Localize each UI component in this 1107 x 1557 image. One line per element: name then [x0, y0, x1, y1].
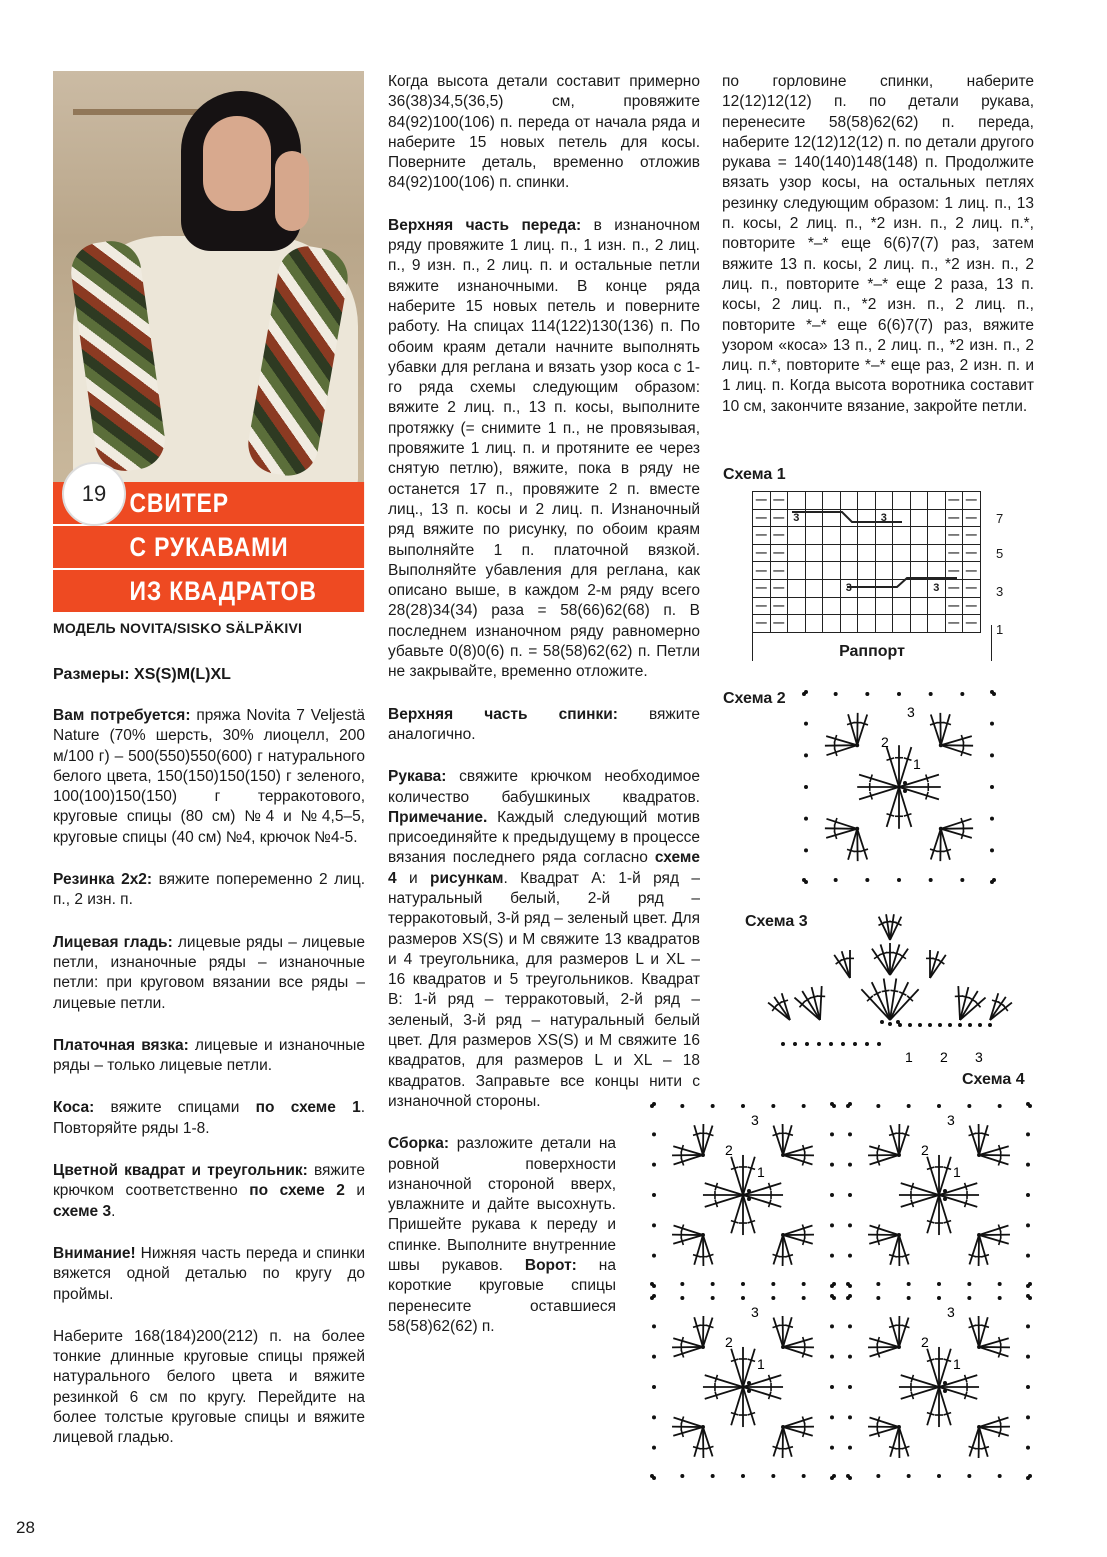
page-number: 28 — [16, 1518, 35, 1537]
svg-text:2: 2 — [921, 1334, 929, 1350]
scheme-1-row-5: 5 — [996, 546, 1004, 561]
paragraph-materials: Вам потребуется: пряжа Novita 7 Veljestä Nature (70% шерсть, 30% лиоцелл, 200 м/100 г) – 500(550)550(600) г натурального белого цвета, 150(150)150(150) г зеленого, 100(100)150(150) г терракотового, круговые спицы (80 см) №4 и №4,5–5, круговые спицы (40 см) №4, крючок №4-5. — [53, 707, 365, 846]
title-line-2: С РУКАВАМИ — [53, 526, 364, 568]
scheme-2-title: Схема 2 — [723, 690, 786, 707]
svg-text:2: 2 — [881, 734, 889, 750]
paragraph-garter: Платочная вязка: лицевые и изнаночные ряды – только лицевые петли. — [53, 1036, 365, 1075]
title-line-1: СВИТЕР — [53, 482, 364, 524]
svg-text:1: 1 — [953, 1356, 961, 1372]
svg-text:3: 3 — [947, 1304, 955, 1320]
paragraph-body-height: Когда высота детали составит примерно 36(38)34,5(36,5) см, провяжите 84(92)100(106) п. переда от начала ряда и наберите 15 новых петель для косы. Поверните деталь, временно отложив 84(92)100(106) п. спинки. — [388, 73, 700, 192]
paragraph-sleeves: Рукава: свяжите крючком необходимое количество бабушкиных квадратов. Примечание. Каждый следующий мотив присоединяйте к предыдущему в процессе вязания последнего ряда согласно схеме 4 и рисункам. Квадрат А: 1-й ряд – натуральный белый, 2-й ряд – терракотовый, 3-й ряд – зеленый цвет. Для размеров XS(S) и M свяжите 13 квадратов и 4 треугольника, для размеров L и XL – 16 квадратов и 5 треугольников. Квадрат В: 1-й ряд – терракотовый, 2-й ряд – зеленый, 3-й ряд – натуральный белый цвет. Для размеров XS(S) и M свяжите 16 квадратов, для размеров L и XL – 18 квадратов. Заправьте все концы нити с изнаночной стороны. — [388, 768, 700, 1110]
svg-text:2: 2 — [940, 1049, 948, 1065]
paragraph-attention: Внимание! Нижняя часть переда и спинки вяжется одной деталью по кругу до проймы. — [53, 1244, 365, 1303]
svg-text:2: 2 — [725, 1334, 733, 1350]
photo-hand — [275, 151, 309, 231]
paragraph-assembly: Сборка: разложите детали на ровной поверхности изнаночной стороной вверх, увлажните и дайте высохнуть. Пришейте рукава к переду и спинке. Выполните внутренние швы рукавов. Ворот: на короткие круговые спицы перенесите оставшиеся 58(58)62(62) п. — [388, 1135, 616, 1335]
paragraph-cast-on: Наберите 168(184)200(212) п. на более тонкие длинные круговые спицы пряжей натурального белого цвета и вяжите резинкой 6 см по кругу. Перейдите на более толстые круговые спицы и вяжите лицевой гладью. — [53, 1327, 365, 1447]
svg-text:1: 1 — [905, 1049, 913, 1065]
svg-text:1: 1 — [953, 1164, 961, 1180]
model-photo — [53, 71, 364, 489]
scheme-1-row-7: 7 — [996, 511, 1004, 526]
svg-text:1: 1 — [757, 1356, 765, 1372]
paragraph-square: Цветной квадрат и треугольник: вяжите крючком соответственно по схеме 2 и схеме 3. — [53, 1162, 366, 1220]
scheme-4-title: Схема 4 — [962, 1071, 1025, 1088]
text-column-3 — [722, 72, 1034, 439]
sizes-heading: Размеры: XS(S)M(L)XL — [53, 666, 231, 683]
scheme-4-joined-squares — [648, 1100, 1038, 1485]
svg-text:3: 3 — [975, 1049, 983, 1065]
text-column-1 — [53, 706, 365, 1471]
model-credit: МОДЕЛЬ NOVITA/SISKO SÄLPÄKIVI — [53, 620, 303, 636]
scheme-1-rapport: Раппорт — [752, 625, 992, 661]
paragraph-upper-front: Верхняя часть переда: в изнаночном ряду провяжите 1 лиц. п., 1 изн. п., 2 лиц. п., 9 изн. п., 2 лиц. п. и остальные петли вяжите изнаночными. В конце ряда наберите 15 новых петель и поверните работу. На спицах 114(122)130(136) п. По обоим краям детали начните выполнять убавки для реглана и вязать узор коса с 1-го ряда схемы следующим образом: вяжите 2 лиц. п., 13 п. косы, выполните протяжку (= снимите 1 п., не провязывая, провяжите 1 лиц. п. и протяните ее через снятую петлю), вяжите, пока в ряду не останется 17 п., провяжите 2 п. вместе лиц., 13 п. косы и 2 лиц. п. Изнаночный ряд вяжите по рисунку, по обоим краям выполняйте 1 п. платочной вязкой. Выполняйте убавления для реглана, как описано выше, в каждом 2-м ряду всего 28(28)34(34) раза = 58(66)62(68) п. В последнем изнаночном ряду равномерно убавьте 0(8)0(6) п. = 58(58)62(62) п. Петли не закрывайте, временно отложите. — [388, 216, 701, 681]
scheme-2-granny-square — [800, 688, 1000, 888]
svg-text:1: 1 — [757, 1164, 765, 1180]
svg-text:3: 3 — [947, 1112, 955, 1128]
scheme-3-triangle — [765, 895, 1015, 1065]
scheme-1-title: Схема 1 — [723, 466, 786, 483]
title-line-3: ИЗ КВАДРАТОВ — [53, 570, 364, 612]
scheme-1-cable-lines — [752, 491, 992, 631]
photo-face — [203, 116, 271, 211]
paragraph-cable: Коса: вяжите спицами по схеме 1. Повторяйте ряды 1-8. — [53, 1099, 366, 1137]
svg-text:1: 1 — [913, 756, 921, 772]
svg-text:3: 3 — [751, 1304, 759, 1320]
svg-text:2: 2 — [725, 1142, 733, 1158]
svg-text:3: 3 — [751, 1112, 759, 1128]
paragraph-collar: по горловине спинки, наберите 12(12)12(12) п. по детали рукава, перенесите 58(58)62(62) п. переда, наберите 12(12)12(12) п. по детали другого рукава = 140(140)148(148) п. Продолжите вязать узор косы, на остальных петлях резинку следующим образом: 1 лиц. п., 13 п. косы, 2 лиц. п., *2 изн. п., 2 лиц. п.*, повторите *–* еще 6(6)7(7) раз, затем вяжите 13 п. косы, 2 лиц. п., *2 изн. п., 2 лиц. п., повторите *–* еще 2 раза, 13 п. косы, 2 лиц. п., *2 изн. п., 2 лиц. п., повторите *–* еще 6(6)7(7) раз, вяжите узором «коса» 13 п., 2 лиц. п., *2 изн. п., 2 лиц. п.*, повторите *–* еще раз, 2 изн. п. и 1 лиц. п. Когда высота воротника составит 10 см, закончите вязание, закройте петли. — [722, 73, 1034, 415]
svg-text:2: 2 — [921, 1142, 929, 1158]
paragraph-stockinette: Лицевая гладь: лицевые ряды – лицевые петли, изнаночные ряды – изнаночные петли: при круговом вязании все ряды – лицевые петли. — [53, 933, 365, 1012]
scheme-3-title: Схема 3 — [745, 913, 808, 930]
scheme-1-row-3: 3 — [996, 584, 1004, 599]
scheme-1-row-1: 1 — [996, 622, 1004, 637]
article-number-badge: 19 — [62, 462, 126, 526]
paragraph-upper-back: Верхняя часть спинки: вяжите аналогично. — [388, 705, 700, 743]
photo-shelf — [73, 109, 203, 115]
scheme-1-grid: — — — — — — 3 3 — — — — — — — — — — — — — — — — 3 3 — — — — — — — — — — — [752, 491, 981, 633]
svg-text:3: 3 — [907, 704, 915, 720]
paragraph-rib: Резинка 2х2: вяжите попеременно 2 лиц. п., 2 изн. п. — [53, 871, 365, 909]
